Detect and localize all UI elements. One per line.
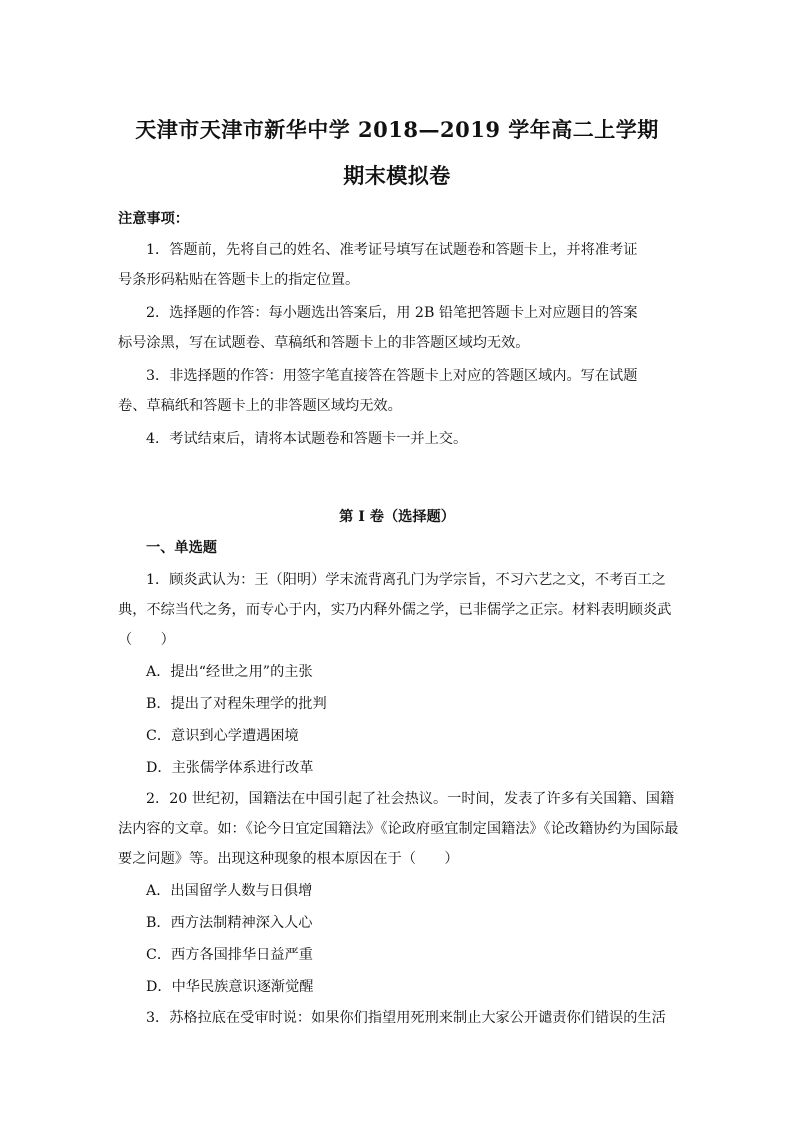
notice-line: 1．答题前，先将自己的姓名、准考证号填写在试题卷和答题卡上，并将准考证: [146, 242, 638, 258]
notice-line: 4．考试结束后，请将本试题卷和答题卡一并上交。: [146, 431, 468, 447]
notice-line: 标号涂黑，写在试题卷、草稿纸和答题卡上的非答题区域均无效。: [118, 335, 530, 351]
question-2-option-d: D．中华民族意识逐渐觉醒: [146, 979, 314, 995]
notice-line: 号条形码粘贴在答题卡上的指定位置。: [118, 272, 360, 288]
question-1-line: 典，不综当代之务，而专心于内，实乃内释外儒之学，已非儒学之正宗。材料表明顾炎武: [118, 602, 672, 618]
part-heading: 一、单选题: [146, 540, 217, 556]
question-2-line: 法内容的文章。如：《论今日宜定国籍法》《论政府亟宜制定国籍法》《论改籍协约为国际最: [118, 821, 679, 837]
question-2-line: 2．20 世纪初，国籍法在中国引起了社会热议。一时间，发表了许多有关国籍、国籍: [146, 791, 675, 807]
question-1-option-c: C．意识到心学遭遇困境: [146, 728, 299, 744]
document-title-line-2: 期末模拟卷: [343, 163, 451, 188]
question-2-option-a: A．出国留学人数与日俱增: [146, 883, 313, 899]
notice-line: 2．选择题的作答：每小题选出答案后，用 2B 铅笔把答题卡上对应题目的答案: [146, 305, 638, 321]
question-2-line: 要之问题》等。出现这种现象的根本原因在于（ ）: [118, 851, 459, 867]
document-title-line-1: 天津市天津市新华中学 2018—2019 学年高二上学期: [135, 117, 659, 142]
question-1-option-d: D．主张儒学体系进行改革: [146, 760, 314, 776]
question-2-option-b: B．西方法制精神深入人心: [146, 915, 313, 931]
question-2-option-c: C．西方各国排华日益严重: [146, 947, 313, 963]
section-title: 第 I 卷（选择题）: [339, 509, 455, 525]
notice-line: 3．非选择题的作答：用签字笔直接答在答题卡上对应的答题区域内。写在试题: [146, 368, 638, 384]
notice-line: 卷、草稿纸和答题卡上的非答题区域均无效。: [118, 398, 402, 414]
question-1-blank: （ ）: [118, 632, 175, 648]
notice-heading: 注意事项：: [118, 211, 189, 227]
question-1-option-a: A．提出“经世之用”的主张: [146, 664, 313, 680]
question-3-line: 3．苏格拉底在受审时说：如果你们指望用死刑来制止大家公开谴责你们错误的生活: [146, 1010, 666, 1026]
question-1-line: 1．顾炎武认为：王（阳明）学末流背离孔门为学宗旨，不习六艺之文，不考百工之: [146, 572, 666, 588]
question-1-option-b: B．提出了对程朱理学的批判: [146, 696, 327, 712]
